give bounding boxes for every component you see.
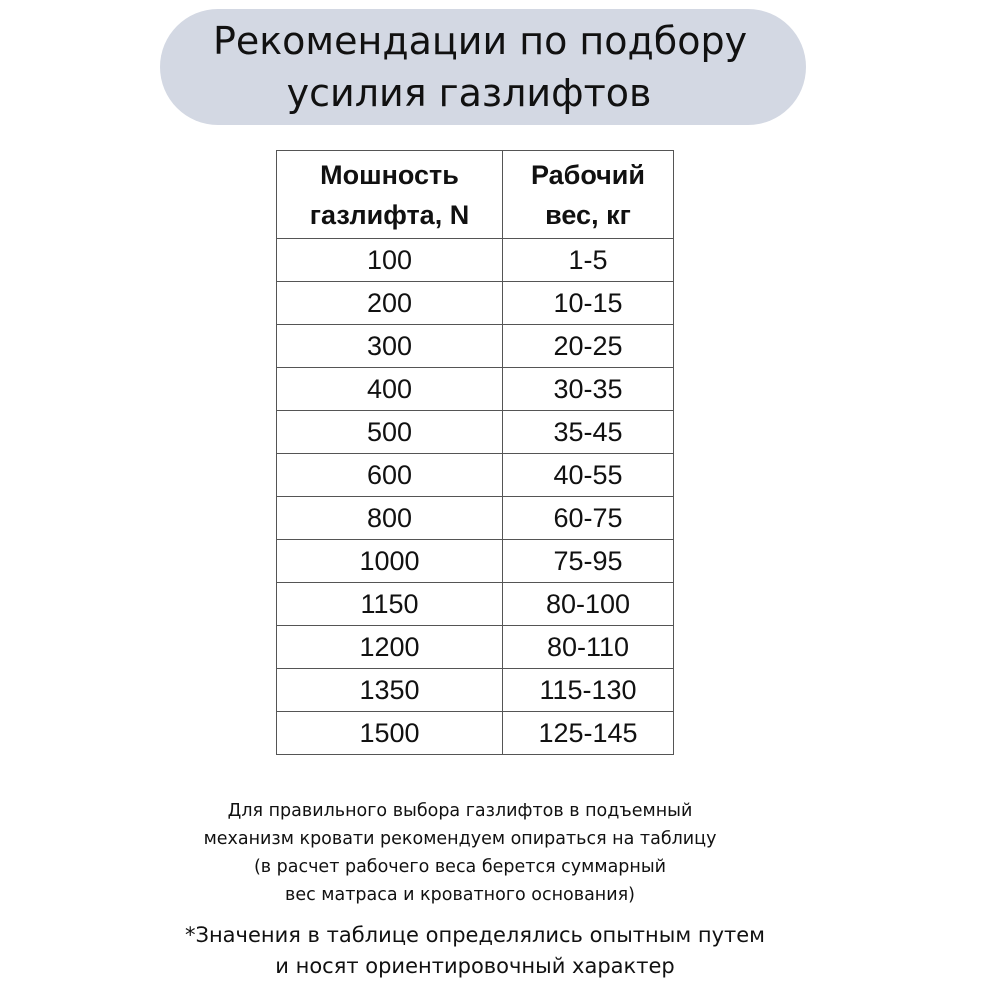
cell-power: 600 [277, 454, 503, 497]
cell-power: 1500 [277, 712, 503, 755]
gaslift-table [276, 150, 674, 755]
cell-weight: 30-35 [503, 368, 674, 411]
note-line: механизм кровати рекомендуем опираться на таблицу [203, 829, 717, 849]
header-working-weight-line-1: Рабочий [530, 159, 646, 190]
cell-weight: 20-25 [503, 325, 674, 368]
note-line: вес матраса и кроватного основания) [285, 885, 635, 905]
cell-weight: 80-100 [503, 583, 674, 626]
table-row [277, 583, 674, 626]
cell-power: 200 [277, 282, 503, 325]
cell-power: 500 [277, 411, 503, 454]
table-row [277, 282, 674, 325]
header-gaslift-power-line-1: Мошность [320, 159, 459, 190]
table-row [277, 454, 674, 497]
table-row [277, 712, 674, 755]
cell-weight: 10-15 [503, 282, 674, 325]
cell-weight: 35-45 [503, 411, 674, 454]
table-row [277, 411, 674, 454]
recommendation-note [160, 797, 760, 909]
cell-weight: 1-5 [503, 239, 674, 282]
title-line-1: Рекомендации по подбору [212, 19, 748, 63]
header-working-weight-line-2: вес, кг [545, 199, 631, 230]
footnote-line: *Значения в таблице определялись опытным путем [184, 923, 765, 947]
title-line-2: усилия газлифтов [286, 71, 652, 115]
header-working-weight [503, 151, 674, 239]
table-row [277, 626, 674, 669]
cell-power: 300 [277, 325, 503, 368]
disclaimer-footnote [155, 920, 795, 982]
cell-power: 1200 [277, 626, 503, 669]
table-row [277, 497, 674, 540]
cell-weight: 115-130 [503, 669, 674, 712]
cell-weight: 40-55 [503, 454, 674, 497]
cell-power: 800 [277, 497, 503, 540]
cell-weight: 75-95 [503, 540, 674, 583]
cell-power: 400 [277, 368, 503, 411]
note-line: (в расчет рабочего веса берется суммарный [253, 857, 667, 877]
table-row [277, 669, 674, 712]
note-line: Для правильного выбора газлифтов в подъемный [227, 801, 693, 821]
cell-weight: 80-110 [503, 626, 674, 669]
footnote-line: и носят ориентировочный характер [275, 954, 675, 978]
cell-power: 1350 [277, 669, 503, 712]
cell-power: 100 [277, 239, 503, 282]
header-gaslift-power [277, 151, 503, 239]
title-banner [160, 9, 806, 125]
table-row [277, 368, 674, 411]
cell-weight: 60-75 [503, 497, 674, 540]
table-row [277, 325, 674, 368]
header-gaslift-power-line-2: газлифта, N [309, 199, 470, 230]
table-row [277, 239, 674, 282]
table-header-row [277, 151, 674, 239]
table-row [277, 540, 674, 583]
cell-weight: 125-145 [503, 712, 674, 755]
cell-power: 1150 [277, 583, 503, 626]
cell-power: 1000 [277, 540, 503, 583]
